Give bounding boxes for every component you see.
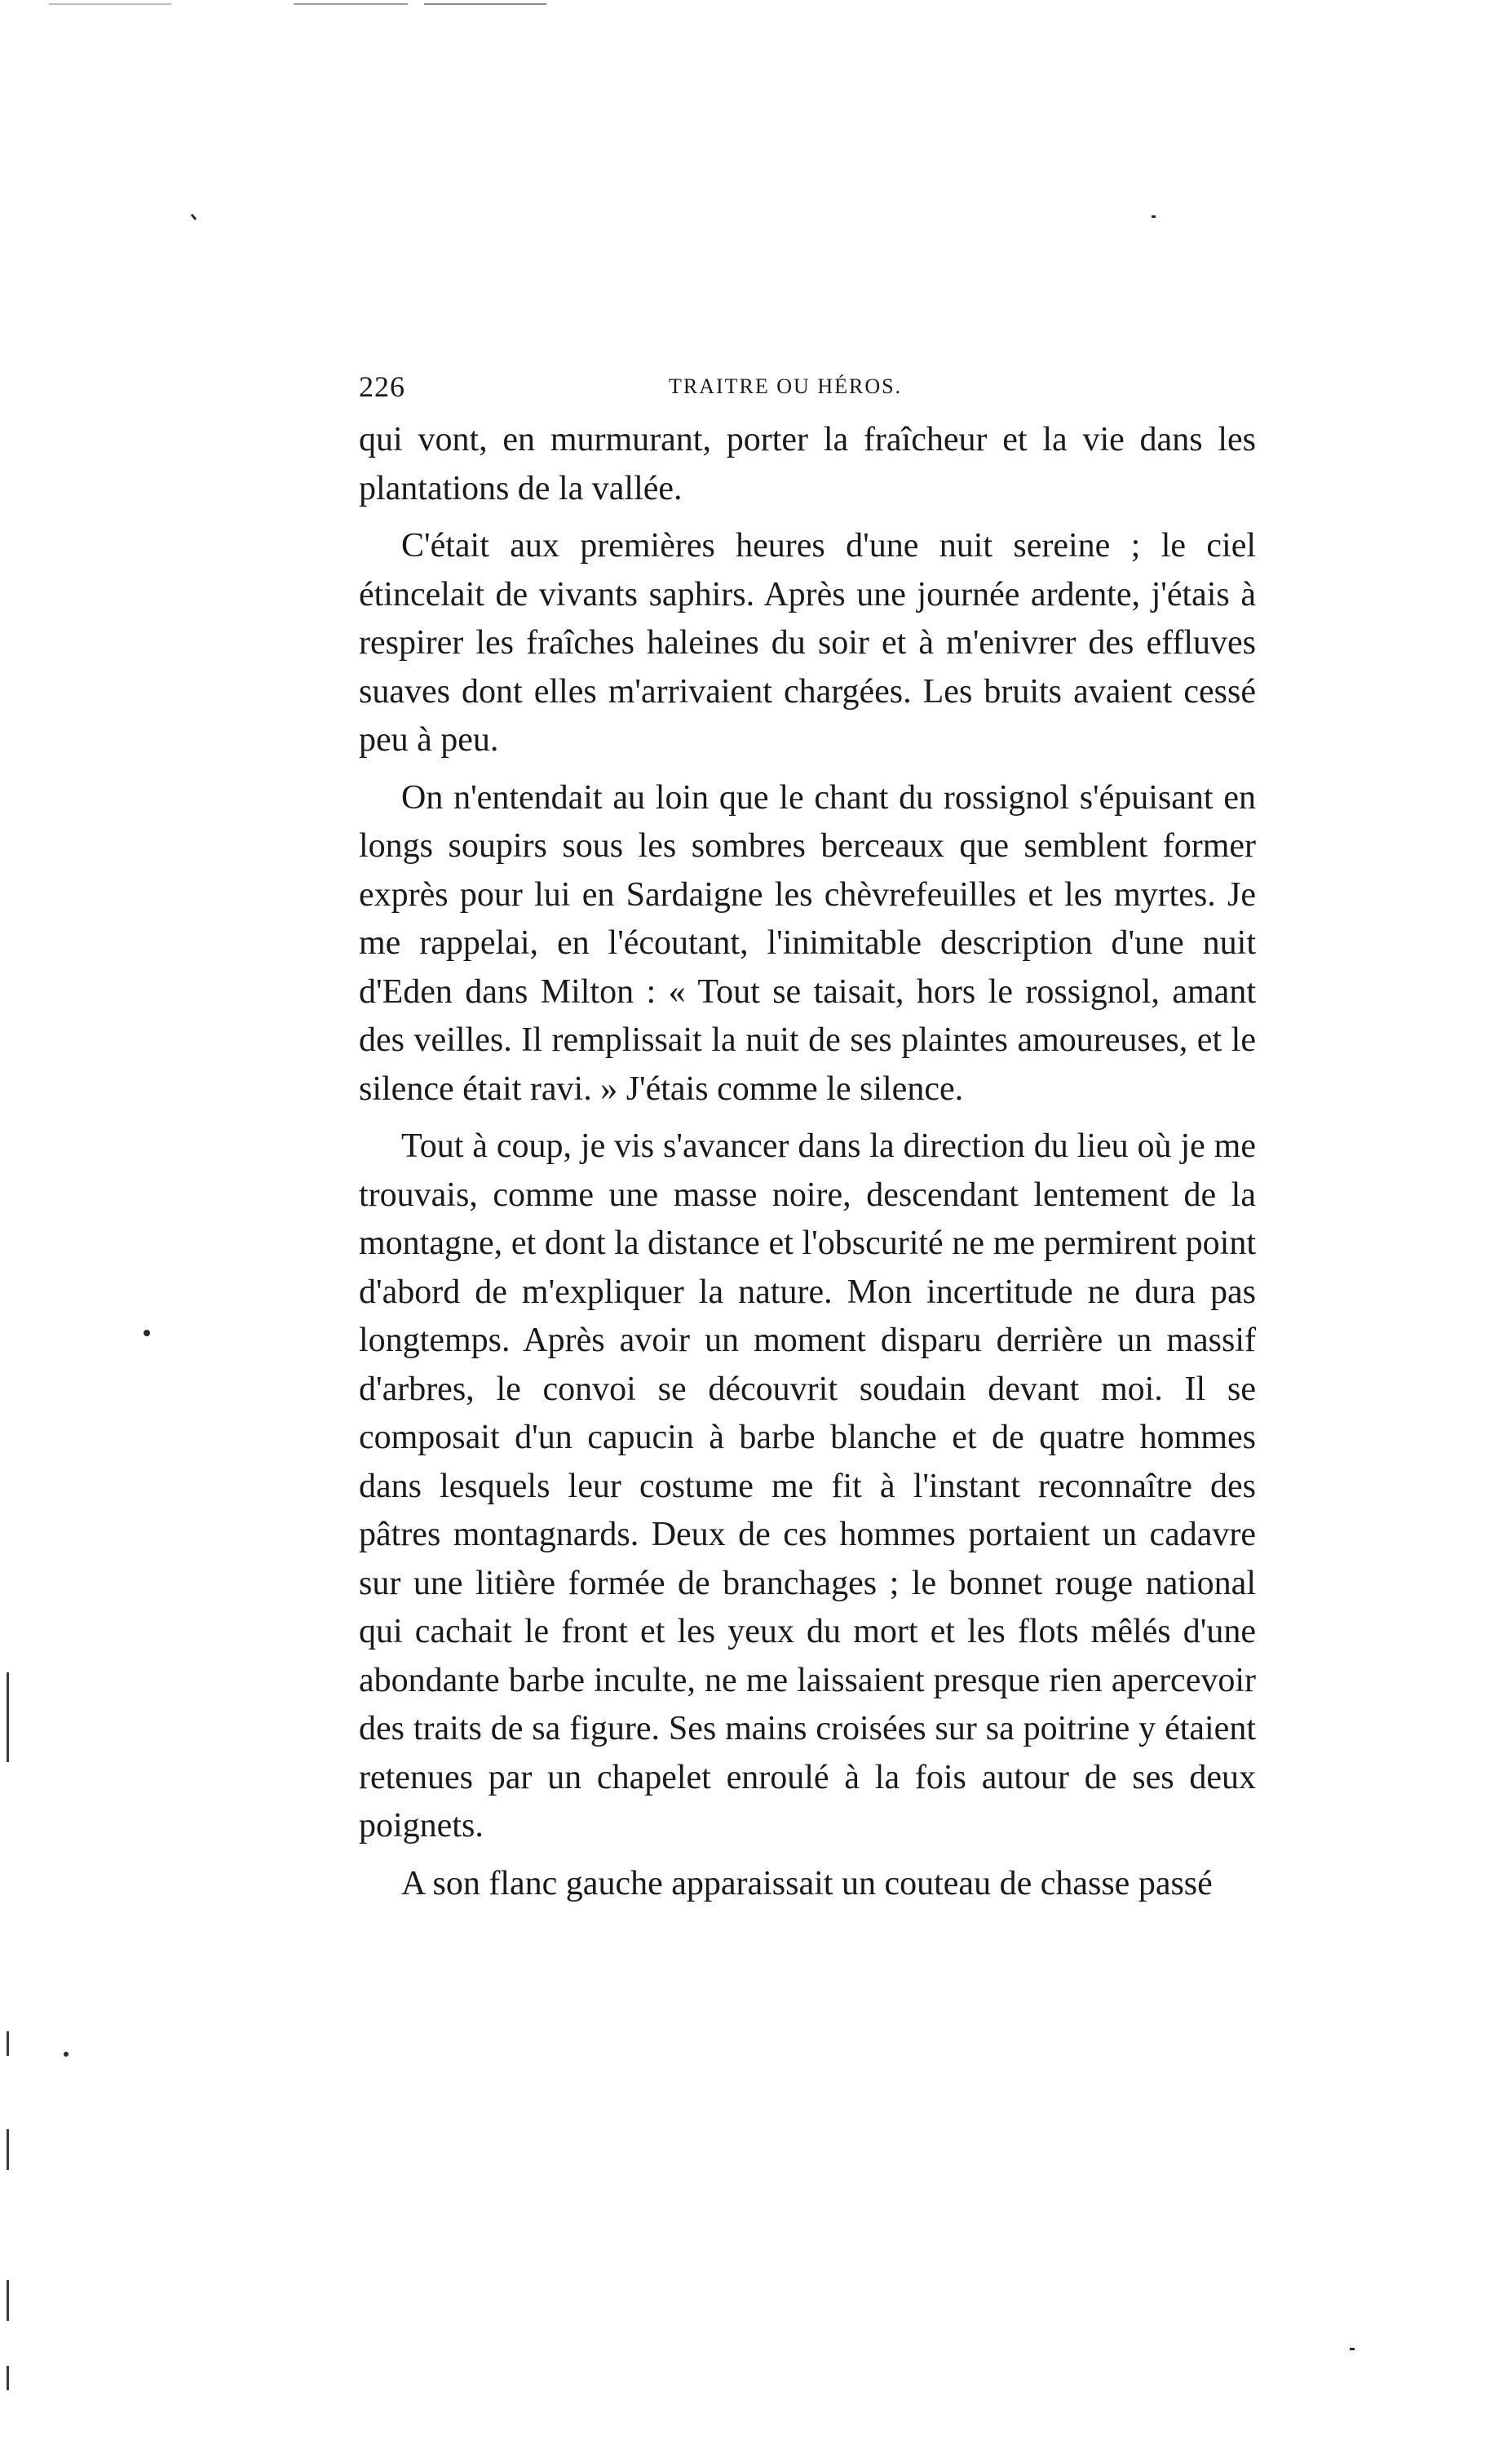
scan-speck bbox=[1152, 215, 1156, 218]
scan-artifact-line bbox=[49, 3, 171, 5]
scan-edge-mark bbox=[7, 2031, 9, 2056]
page-header bbox=[359, 363, 1256, 412]
scan-speck bbox=[64, 2052, 69, 2057]
paragraph: Tout à coup, je vis s'avancer dans la direction du lieu où je me trouvais, comme une masse noire, descendant lentement de la montagne, et dont la distance et l'obscurité ne me permirent point d'abord de m'expliquer la nature. Mon incertitude ne dura pas longtemps. Après avoir un moment disparu derrière un massif d'arbres, le convoi se découvrit soudain devant moi. Il se composait d'un capucin à barbe blanche et de quatre hommes dans lesquels leur costume me fit à l'instant reconnaître des pâtres montagnards. Deux de ces hommes portaient un cadavre sur une litière formée de branchages ; le bonnet rouge national qui cachait le front et les yeux du mort et les flots mêlés d'une abondante barbe inculte, ne me laissaient presque rien apercevoir des traits de sa figure. Ses mains croisées sur sa poitrine y étaient retenues par un chapelet enroulé à la fois autour de ses deux poignets. bbox=[359, 1127, 1256, 1844]
running-head: TRAITRE OU HÉROS. bbox=[669, 374, 903, 398]
paragraph: C'était aux premières heures d'une nuit sereine ; le ciel étincelait de vivants saphirs. Après une journée ardente, j'étais à respirer les fraîches haleines du soir et à m'enivrer des effluves suaves dont elles m'arrivaient chargées. Les bruits avaient cessé peu à peu. bbox=[359, 527, 1256, 759]
scan-artifact-line bbox=[424, 3, 546, 5]
scan-speck bbox=[144, 1330, 150, 1336]
scan-edge-mark bbox=[7, 2366, 9, 2390]
page-number: 226 bbox=[359, 370, 405, 403]
body-text bbox=[359, 416, 1256, 1917]
scan-speck bbox=[1350, 2348, 1355, 2350]
scan-edge-mark bbox=[7, 2280, 9, 2321]
paragraph: qui vont, en murmurant, porter la fraîcheur et la vie dans les plantations de la vallée. bbox=[359, 421, 1256, 507]
scan-speck bbox=[191, 214, 197, 220]
scan-artifact-line bbox=[294, 3, 408, 5]
paragraph: A son flanc gauche apparaissait un couteau de chasse passé bbox=[401, 1864, 1213, 1902]
scan-edge-mark bbox=[7, 1672, 9, 1762]
paragraph: On n'entendait au loin que le chant du rossignol s'épuisant en longs soupirs sous les sombres berceaux que semblent former exprès pour lui en Sardaigne les chèvrefeuilles et les myrtes. Je me rappelai, en l'écoutant, l'inimitable description d'une nuit d'Eden dans Milton : « Tout se taisait, hors le rossignol, amant des veilles. Il remplissait la nuit de ses plaintes amoureuses, et le silence était ravi. » J'étais comme le silence. bbox=[359, 778, 1256, 1108]
scan-edge-mark bbox=[7, 2129, 9, 2170]
